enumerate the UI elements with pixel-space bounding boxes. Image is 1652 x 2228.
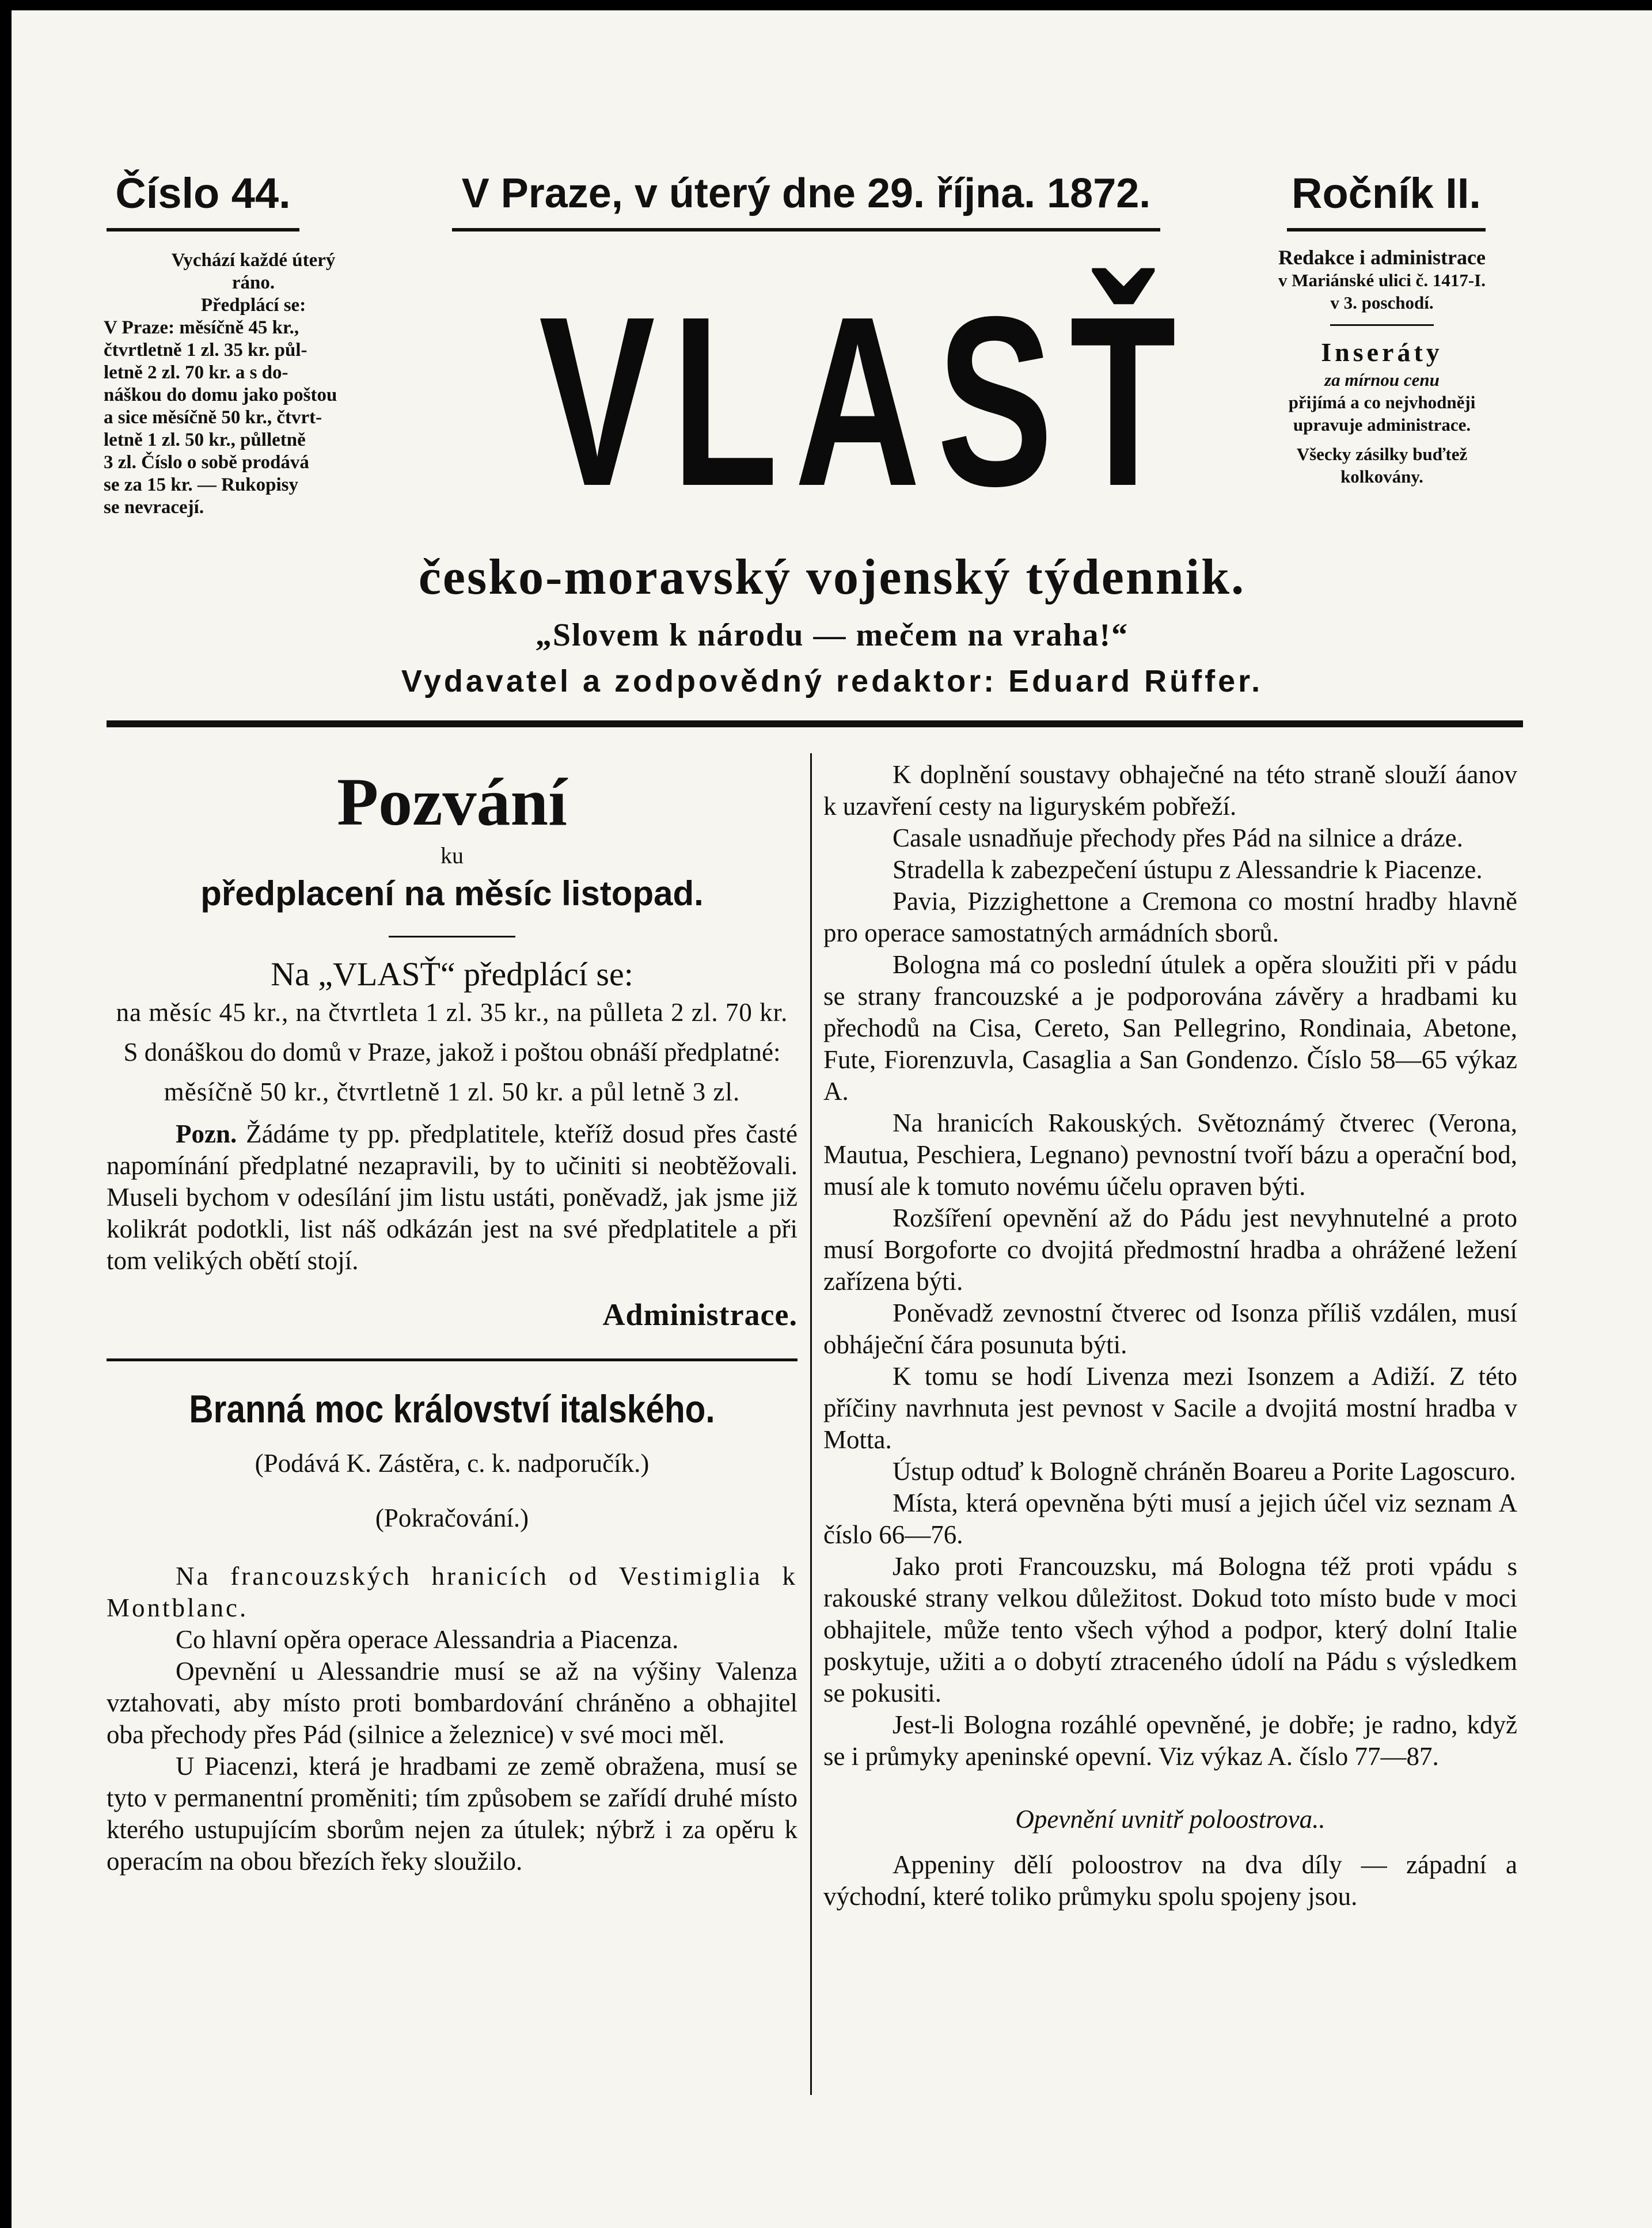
ads-title: Inseráty bbox=[1321, 337, 1443, 367]
article-paragraph: Jest-li Bologna rozáhlé opevněné, je dobře; je radno, když se i průmyky apeninské opevní. Viz výkaz A. číslo 77—87. bbox=[823, 1710, 1517, 1771]
section-rule bbox=[107, 1358, 797, 1361]
divider bbox=[1330, 324, 1434, 326]
article-paragraph: K tomu se hodí Livenza mezi Isonzem a Adiží. Z této příčiny navrhnuta jest pevnost v Sacile a dvojitá mostní hradba v Motta. bbox=[823, 1362, 1517, 1454]
article-paragraph: Bologna má co poslední útulek a opěra sloužiti při v pádu se strany francouzské a je podporována závěry a hradbami ku přechodů na Cisa, Cereto, San Pellegrino, Rondinaia, Abetone, Futе, Fiorenzuvla, Casaglia a San Gondenzo. Číslo 58—65 výkaz A. bbox=[823, 950, 1517, 1106]
article-paragraph: Pavia, Pizzighettone a Cremona co mostní hradby hlavně pro operace samostatných armádních sborů. bbox=[823, 887, 1517, 947]
invitation-delivery: S donáškou do domů v Praze, jakož i poštou obnáší předplatné: bbox=[123, 1038, 781, 1066]
volume-number: Ročník II. bbox=[1287, 165, 1486, 231]
issue-date: V Praze, v úterý dne 29. října. 1872. bbox=[452, 165, 1160, 231]
issue-number: Číslo 44. bbox=[107, 165, 299, 231]
mail-note: kolkovány. bbox=[1340, 466, 1423, 487]
newspaper-page bbox=[12, 10, 1652, 2228]
masthead-rule bbox=[107, 720, 1523, 727]
sub-line: náškou do domu jako poštou bbox=[104, 385, 337, 405]
invitation-ku: ku bbox=[440, 842, 464, 868]
sub-line: letně 1 zl. 50 kr., půlletně bbox=[104, 430, 306, 450]
invitation-rates: na měsíc 45 kr., na čtvrtleta 1 zl. 35 kr., na půlleta 2 zl. 70 kr. bbox=[116, 998, 788, 1027]
article-title: Branná moc království italského. bbox=[189, 1387, 715, 1431]
editorial-box bbox=[1232, 246, 1532, 488]
sub-line: se nevracejí. bbox=[104, 497, 204, 518]
sub-line: Vychází každé úterý bbox=[171, 250, 336, 271]
article-paragraph: K doplnění soustavy obhaječné na této straně slouží áanov k uzavření cesty na liguryském pobřeží. bbox=[823, 760, 1517, 821]
invitation-delivery-rates: měsíčně 50 kr., čtvrtletně 1 zl. 50 kr. a půl letně 3 zl. bbox=[164, 1077, 740, 1106]
article-byline: (Podává K. Zástěra, c. k. nadporučík.) bbox=[255, 1449, 650, 1478]
ads-line: za mírnou cenu bbox=[1324, 370, 1440, 390]
invitation-note bbox=[107, 1118, 797, 1277]
note-label: Pozn. bbox=[176, 1119, 237, 1148]
office-line: v Mariánské ulici č. 1417-I. bbox=[1278, 270, 1486, 290]
article-paragraph: Rozšíření opevnění až do Pádu jest nevyhnutelné a proto musí Borgoforte co dvojitá předmostní hradba a ohrážené ležení zařízena býti. bbox=[823, 1204, 1517, 1296]
sub-line: ráno. bbox=[231, 272, 275, 293]
section-heading: Opevnění uvnitř poloostrova.. bbox=[1015, 1805, 1326, 1834]
masthead-title: VLASŤ bbox=[539, 267, 1193, 537]
office-line: v 3. poschodí. bbox=[1330, 293, 1434, 313]
sub-line: 3 zl. Číslo o sobě prodává bbox=[104, 452, 309, 473]
note-text: Žádáme ty pp. předplatitele, kteříž dosud přes časté napomínání předplatné nezapravili, by to učiniti si neobtěžovali. Museli bychom v odesílání jim listu ustáti, poněvadž, jak jsme již kolikrát podotkli, list náš odkázán jest na své předplatitele a při tom velikých obětí stojí. bbox=[107, 1119, 798, 1275]
article-paragraph: Opevnění u Alessandrie musí se až na výšiny Valenza vztahovati, aby místo proti bombardování chráněno a obhajitel oba přechody přes Pád (silnice a železnice) v své moci měl. bbox=[107, 1657, 797, 1749]
masthead-motto: „Slovem k národu — mečem na vraha!“ bbox=[535, 617, 1129, 653]
left-column bbox=[107, 759, 797, 1877]
article-paragraph: Na hranicích Rakouských. Světoznámý čtverec (Verona, Mautua, Peschiera, Legnano) pevnostní tvoří bázu a operační bod, musí ale k tomuto novému účelu opraven býti. bbox=[823, 1109, 1517, 1201]
article-continued: (Pokračování.) bbox=[375, 1504, 529, 1532]
article-paragraph: Jako proti Francouzsku, má Bologna též proti vpádu s rakouské strany velkou důležitost. Dokud toto místo bude v moci obhajitele, může tento všech výhod a podpor, který dolní Italie poskytuje, užiti a o dobytí ztraceného údolí na Pádu s výsledkem se pokusiti. bbox=[823, 1552, 1517, 1707]
article-paragraph: U Piacenzi, která je hradbami ze země obražena, musí se tyto v permanentní proměniti; tím způsobem se zařídí druhé místo kterého ustupujícím sborům nejen za útulek; nýbrž i za opěru k operacím na obou březích řeky sloužilo. bbox=[107, 1752, 797, 1876]
sub-line: Předplácí se: bbox=[200, 295, 306, 316]
invitation-rule bbox=[389, 936, 515, 937]
article-paragraph: Casale usnadňuje přechody přes Pád na silnice a dráze. bbox=[893, 823, 1463, 852]
sub-line: letně 2 zl. 70 kr. a s do- bbox=[104, 362, 288, 383]
sub-line: a sice měsíčně 50 kr., čtvrt- bbox=[104, 407, 322, 428]
mail-note: Všecky zásilky buďtež bbox=[1296, 444, 1468, 464]
subscription-box bbox=[104, 249, 403, 519]
article-paragraph: Ústup odtuď k Bologně chráněn Boareu a Porite Lagoscuro. bbox=[893, 1457, 1516, 1486]
office-line: Redakce i administrace bbox=[1278, 246, 1486, 269]
ads-line: upravuje administrace. bbox=[1293, 415, 1471, 435]
publisher-line: Vydavatel a zodpovědný redaktor: Eduard Rüffer. bbox=[401, 664, 1263, 699]
right-column bbox=[823, 759, 1517, 1912]
invitation-signature: Administrace. bbox=[602, 1297, 797, 1332]
invitation-lead: Na „VLASŤ“ předplácí se: bbox=[271, 955, 633, 993]
sub-line: V Praze: měsíčně 45 kr., bbox=[104, 317, 299, 338]
invitation-subheading: předplacení na měsíc listopad. bbox=[200, 874, 704, 913]
article-paragraph: Co hlavní opěra operace Alessandria a Piacenza. bbox=[176, 1625, 679, 1654]
sub-line: se za 15 kr. — Rukopisy bbox=[104, 475, 299, 495]
article-paragraph: Appeniny dělí poloostrov na dva díly — západní a východní, které toliko průmyku spolu spojeny jsou. bbox=[823, 1850, 1517, 1911]
ads-line: přijímá a co nejvhodněji bbox=[1288, 392, 1476, 412]
sub-line: čtvrtletně 1 zl. 35 kr. půl- bbox=[104, 340, 307, 360]
invitation-heading: Pozvání bbox=[337, 764, 567, 840]
article-paragraph: Poněvadž zevnostní čtverec od Isonza příliš vzdálen, musí obháječní čára posunuta býti. bbox=[823, 1299, 1517, 1359]
column-divider bbox=[810, 753, 812, 2095]
article-paragraph: Místa, která opevněna býti musí a jejich účel viz seznam A číslo 66—76. bbox=[823, 1489, 1517, 1549]
article-paragraph: Na francouzských hranicích od Vestimiglia k Montblanc. bbox=[107, 1562, 797, 1622]
article-paragraph: Stradella k zabezpečení ústupu z Alessandrie k Piacenze. bbox=[893, 855, 1483, 884]
masthead-subtitle: česko-moravský vojenský týdennik. bbox=[418, 549, 1246, 605]
